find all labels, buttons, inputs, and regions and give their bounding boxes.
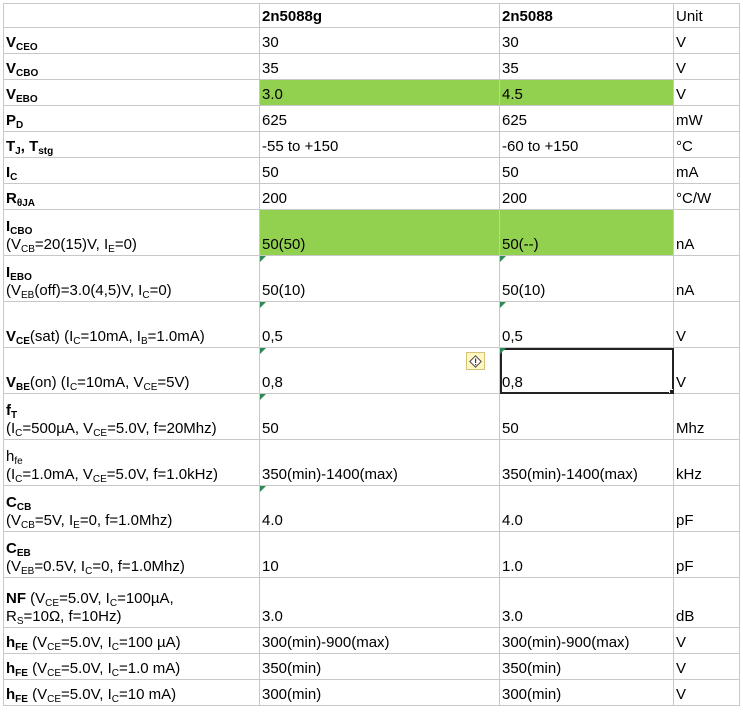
param-main: R [6, 190, 17, 207]
param-condition: (sat) ($I_C=10mA$, $I_B=1.0mA$) [29, 328, 205, 347]
value-cell-2n5088[interactable]: 0,5 [500, 302, 674, 348]
param-main: h [6, 634, 16, 651]
param-cell[interactable]: $h_{FE}$ ($V_{CE}=5.0V$, $I_C=100$ µA) [4, 628, 260, 654]
param-main: C [6, 494, 17, 511]
table-row [4, 394, 740, 440]
param-sub: FE [15, 668, 28, 679]
param-main: h [6, 448, 15, 465]
value-cell-2n5088g[interactable]: 10 [260, 532, 500, 578]
param-main: V [6, 60, 17, 77]
value-cell-2n5088g[interactable]: 30 [260, 28, 500, 54]
param-cell[interactable]: $h_{FE}$ ($V_{CE}=5.0V$, $I_C=10$ mA) [4, 680, 260, 706]
header-col2-cell[interactable]: 2n5088 [500, 4, 674, 28]
unit-cell[interactable]: V [674, 28, 740, 54]
value-cell-2n5088[interactable]: 300(min)-900(max) [500, 628, 674, 654]
unit-cell[interactable]: pF [674, 486, 740, 532]
param-main: I [6, 218, 11, 235]
value-cell-2n5088g[interactable]: 0,5 [260, 302, 500, 348]
value-cell-2n5088[interactable]: 35 [500, 54, 674, 80]
unit-cell[interactable]: °C [674, 132, 740, 158]
table-row [4, 486, 740, 532]
unit-cell[interactable]: mA [674, 158, 740, 184]
param-sub: stg [38, 146, 54, 157]
param-condition: ($V_{CB}=5V$, $I_E=0$, f=1.0Mhz) [6, 512, 173, 531]
unit-cell[interactable]: V [674, 348, 740, 394]
param-cell[interactable] [4, 532, 260, 578]
table-row [4, 578, 740, 628]
table-row [4, 302, 740, 348]
value-cell-2n5088[interactable]: 3.0 [500, 578, 674, 628]
param-separator: , [20, 138, 30, 155]
table-row [4, 184, 740, 210]
table-row [4, 654, 740, 680]
value-cell-2n5088g[interactable]: 3.0 [260, 80, 500, 106]
param-sub: D [16, 120, 24, 131]
param-sub: CB [16, 502, 32, 513]
value-cell-2n5088g[interactable]: 300(min) [260, 680, 500, 706]
unit-cell[interactable]: V [674, 80, 740, 106]
unit-cell[interactable]: dB [674, 578, 740, 628]
param-cell[interactable] [4, 158, 260, 184]
param-sub: FE [15, 694, 28, 705]
param-sub: EBO [10, 272, 32, 283]
param-cell[interactable] [4, 210, 260, 256]
value-cell-2n5088[interactable]: -60 to +150 [500, 132, 674, 158]
value-cell-2n5088[interactable]: 300(min) [500, 680, 674, 706]
table-row [4, 210, 740, 256]
param-sub: CEO [16, 42, 38, 53]
unit-cell[interactable]: V [674, 628, 740, 654]
value-cell-2n5088g[interactable]: 35 [260, 54, 500, 80]
param-cell[interactable] [4, 394, 260, 440]
value-cell-2n5088[interactable]: 50(10) [500, 256, 674, 302]
unit-cell[interactable]: V [674, 680, 740, 706]
param-condition: ($V_{EB}(off)=3.0(4,5)V$, $I_C=0$) [6, 282, 172, 301]
param-main: T [29, 138, 39, 155]
param-sub: EBO [16, 94, 38, 105]
value-cell-2n5088g[interactable]: 200 [260, 184, 500, 210]
value-cell-2n5088[interactable]: 30 [500, 28, 674, 54]
param-main: I [6, 264, 11, 281]
unit-cell[interactable]: nA [674, 256, 740, 302]
value-cell-2n5088g[interactable]: 625 [260, 106, 500, 132]
param-main: P [6, 112, 17, 129]
value-cell-2n5088[interactable]: 1.0 [500, 532, 674, 578]
unit-cell[interactable]: Mhz [674, 394, 740, 440]
param-sub: θJA [16, 198, 36, 209]
param-main: I [6, 164, 11, 181]
param-cell[interactable] [4, 440, 260, 486]
value-cell-2n5088g[interactable]: 300(min)-900(max) [260, 628, 500, 654]
error-indicator-icon[interactable] [466, 352, 485, 370]
value-cell-2n5088g[interactable]: 0,8 [260, 348, 500, 394]
table-row [4, 532, 740, 578]
table-row [4, 680, 740, 706]
param-cell[interactable] [4, 106, 260, 132]
param-main: NF [6, 590, 26, 607]
param-condition: (on) ($I_C=10mA$, $V_{CE}=5V$) [29, 374, 190, 393]
unit-cell[interactable]: mW [674, 106, 740, 132]
unit-cell[interactable]: nA [674, 210, 740, 256]
spreadsheet-table [3, 3, 740, 706]
param-sub: CBO [10, 226, 33, 237]
value-cell-2n5088[interactable]: 4.0 [500, 486, 674, 532]
param-cell[interactable] [4, 132, 260, 158]
unit-cell[interactable]: V [674, 54, 740, 80]
header-row [4, 4, 740, 28]
value-cell-2n5088[interactable]: 4.5 [500, 80, 674, 106]
param-cell[interactable] [4, 486, 260, 532]
param-main: h [6, 660, 16, 677]
table-row [4, 348, 740, 394]
param-main: V [6, 34, 17, 51]
unit-cell[interactable]: pF [674, 532, 740, 578]
param-cell[interactable] [4, 54, 260, 80]
param-cell[interactable] [4, 256, 260, 302]
param-main: V [6, 86, 17, 103]
header-unit-cell[interactable]: Unit [674, 4, 740, 28]
header-param-cell[interactable] [4, 4, 260, 28]
value-cell-2n5088g[interactable]: 350(min)-1400(max) [260, 440, 500, 486]
value-cell-2n5088[interactable]: 50(--) [500, 210, 674, 256]
table-row [4, 28, 740, 54]
param-cell[interactable] [4, 28, 260, 54]
param-main: C [6, 540, 17, 557]
value-cell-2n5088[interactable]: 350(min)-1400(max) [500, 440, 674, 486]
param-sub: BE [16, 382, 30, 393]
param-condition: ($V_{EB}=0.5V$, $I_C=0$, f=1.0Mhz) [6, 558, 185, 577]
param-main: h [6, 686, 16, 703]
param-main: T [6, 138, 16, 155]
table-row [4, 256, 740, 302]
value-cell-2n5088[interactable]: 50 [500, 158, 674, 184]
unit-cell[interactable]: kHz [674, 440, 740, 486]
value-cell-2n5088-selected[interactable]: 0,8 [500, 348, 674, 394]
value-cell-2n5088g[interactable]: -55 to +150 [260, 132, 500, 158]
param-main: V [6, 374, 17, 391]
value-cell-2n5088g[interactable]: 350(min) [260, 654, 500, 680]
unit-cell[interactable]: °C/W [674, 184, 740, 210]
param-cell[interactable] [4, 80, 260, 106]
error-indicator-glyph [469, 355, 482, 368]
param-sub: J [15, 146, 21, 157]
value-cell-2n5088g[interactable]: 50 [260, 394, 500, 440]
param-cell[interactable] [4, 302, 260, 348]
table-row [4, 628, 740, 654]
value-cell-2n5088g[interactable]: 3.0 [260, 578, 500, 628]
table-row [4, 80, 740, 106]
param-sub: T [11, 410, 18, 421]
table-row [4, 132, 740, 158]
param-cell[interactable] [4, 184, 260, 210]
param-main: V [6, 328, 17, 345]
value-cell-2n5088[interactable]: 350(min) [500, 654, 674, 680]
value-cell-2n5088g[interactable]: 50(10) [260, 256, 500, 302]
param-cell[interactable]: $h_{FE}$ ($V_{CE}=5.0V$, $I_C=1.0$ mA) [4, 654, 260, 680]
value-cell-2n5088g[interactable]: 4.0 [260, 486, 500, 532]
param-cell[interactable]: NF ($V_{CE}=5.0V$, $I_C=100\mu A$, $R_S=10\Omega$, f=10Hz) [4, 578, 260, 628]
table-row [4, 54, 740, 80]
param-cell[interactable] [4, 348, 260, 394]
param-condition: ($I_C=1.0mA$, $V_{CE}=5.0V$, f=1.0kHz) [6, 466, 218, 485]
unit-cell[interactable]: V [674, 302, 740, 348]
unit-cell[interactable]: V [674, 654, 740, 680]
value-cell-2n5088g[interactable]: 50(50) [260, 210, 500, 256]
table-row [4, 440, 740, 486]
header-col1-cell[interactable]: 2n5088g [260, 4, 500, 28]
table-row [4, 106, 740, 132]
param-sub: C [10, 172, 18, 183]
value-cell-2n5088[interactable]: 200 [500, 184, 674, 210]
param-sub: CBO [16, 68, 39, 79]
value-cell-2n5088[interactable]: 625 [500, 106, 674, 132]
table-row [4, 158, 740, 184]
param-sub: EB [16, 548, 31, 559]
param-sub: fe [14, 456, 23, 467]
param-sub: CE [16, 336, 30, 347]
param-condition: ($V_{CB}=20(15)V$, $I_E=0$) [6, 236, 137, 255]
param-sub: FE [15, 642, 28, 653]
value-cell-2n5088[interactable]: 50 [500, 394, 674, 440]
param-condition: $R_S=10\Omega$, f=10Hz) [6, 608, 122, 627]
param-condition: ($I_C=500\mu A$, $V_{CE}=5.0V$, f=20Mhz) [6, 420, 217, 439]
value-cell-2n5088g[interactable]: 50 [260, 158, 500, 184]
param-main: f [6, 402, 11, 419]
